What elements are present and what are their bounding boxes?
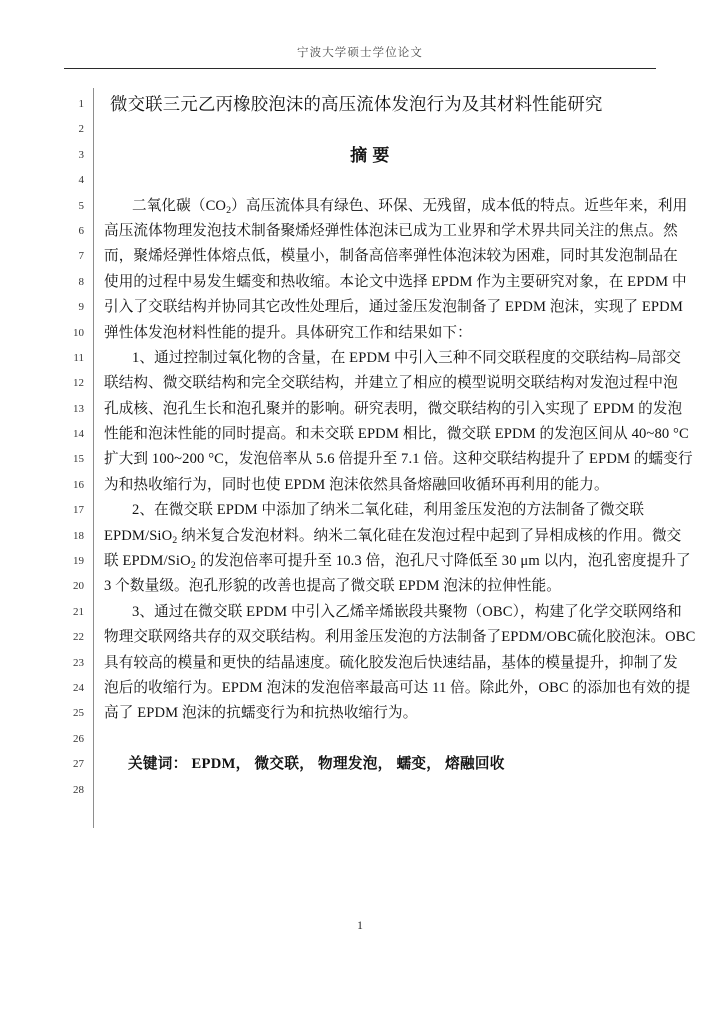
running-header: 宁波大学硕士学位论文 — [297, 47, 423, 59]
body-line: 孔成核、泡孔生长和泡孔聚并的影响。研究表明，微交联结构的引入实现了 EPDM 的发泡 — [104, 400, 683, 417]
body-line: 扩大到 100~200 °C，发泡倍率从 5.6 倍提升至 7.1 倍。这种交联结构提升了 EPDM 的蠕变行 — [104, 451, 693, 468]
line-number: 23 — [73, 656, 84, 669]
line-number: 18 — [73, 529, 84, 542]
body-line: 高了 EPDM 泡沫的抗蠕变行为和抗热收缩行为。 — [104, 705, 418, 722]
section-heading: 摘 要 — [350, 145, 390, 165]
spacer-line — [104, 168, 660, 193]
line-number: 8 — [78, 275, 84, 288]
body-line: 泡后的收缩行为。EPDM 泡沫的发泡倍率最高可达 11 倍。除此外，OBC 的添加也有效的提 — [104, 679, 691, 696]
body-line — [104, 194, 688, 219]
line-number: 28 — [73, 783, 84, 796]
line-number: 11 — [73, 351, 84, 364]
line-number: 19 — [73, 555, 84, 568]
line-number: 21 — [73, 605, 84, 618]
body-line-text: 联 EPDM/SiO$_2$ 的发泡倍率可提升至 10.3 倍，泡孔尺寸降低至 30 μm 以内，泡孔密度提升了 — [104, 553, 691, 571]
body-line: 3、通过在微交联 EPDM 中引入乙烯辛烯嵌段共聚物（OBC），构建了化学交联网络和 — [132, 603, 682, 620]
spacer-line — [104, 727, 660, 752]
line-number: 3 — [78, 148, 84, 161]
line-number: 22 — [73, 631, 84, 644]
body-line: 2、在微交联 EPDM 中添加了纳米二氧化硅，利用釜压发泡的方法制备了微交联 — [132, 502, 645, 519]
line-number: 13 — [73, 402, 84, 415]
line-number: 1 — [78, 98, 84, 110]
body-line: 3 个数量级。泡孔形貌的改善也提高了微交联 EPDM 泡沫的拉伸性能。 — [104, 578, 562, 595]
body-line-text: 二氧化碳$(CO_2)$高压流体具有绿色、环保、无残留，成本低的特点。近些年来，利用 — [132, 197, 688, 216]
line-number: 12 — [73, 377, 84, 390]
keywords-line: 关键词： EPDM， 微交联， 物理发泡， 蠕变， 熔融回收 — [128, 756, 505, 773]
margin-divider — [93, 88, 94, 828]
page-footer: 1 — [357, 920, 363, 932]
body-line: 性能和泡沫性能的同时提高。和未交联 EPDM 相比，微交联 EPDM 的发泡区间从 40~80 °C — [104, 426, 689, 443]
line-number: 20 — [73, 580, 84, 593]
body-line: 引入了交联结构并协同其它改性处理后，通过釜压发泡制备了 EPDM 泡沫，实现了 EPDM — [104, 299, 683, 316]
body-line: 1、通过控制过氧化物的含量，在 EPDM 中引入三种不同交联程度的交联结构–局部交 — [132, 349, 681, 366]
line-number: 10 — [73, 326, 84, 339]
body-line: 为和热收缩行为，同时也使 EPDM 泡沫依然具备熔融回收循环再利用的能力。 — [104, 476, 609, 493]
body-line: 弹性体发泡材料性能的提升。具体研究工作和结果如下： — [104, 324, 472, 341]
line-number: 24 — [73, 681, 84, 694]
line-number: 25 — [73, 707, 84, 720]
line-number: 4 — [78, 174, 84, 187]
line-number: 9 — [78, 301, 84, 314]
body-line — [104, 524, 682, 549]
body-line: 而，聚烯烃弹性体熔点低，模量小，制备高倍率弹性体泡沫较为困难，同时其发泡制品在 — [104, 248, 678, 265]
line-number: 26 — [73, 732, 84, 745]
line-number: 27 — [73, 758, 84, 771]
body-line-text: EPDM/SiO$_2$ 纳米复合发泡材料。纳米二氧化硅在发泡过程中起到了异相成核的作用。微交 — [104, 527, 682, 546]
body-line: 具有较高的模量和更快的结晶速度。硫化胶发泡后快速结晶，基体的模量提升，抑制了发 — [104, 654, 678, 671]
abstract-body — [104, 92, 696, 803]
line-number: 15 — [73, 453, 84, 466]
page-title: 微交联三元乙丙橡胶泡沫的高压流体发泡行为及其材料性能研究 — [110, 94, 603, 114]
spacer-line — [104, 778, 660, 803]
body-line: 物理交联网络共存的双交联结构。利用釜压发泡的方法制备了EPDM/OBC硫化胶泡沫。OBC — [104, 629, 696, 646]
line-number: 17 — [73, 504, 84, 517]
spacer-line — [104, 117, 660, 142]
body-line: 联结构、微交联结构和完全交联结构，并建立了相应的模型说明交联结构对发泡过程中泡 — [104, 375, 678, 392]
line-number: 14 — [73, 428, 84, 441]
body-line: 使用的过程中易发生蠕变和热收缩。本论文中选择 EPDM 作为主要研究对象，在 EPDM 中 — [104, 273, 687, 290]
body-line — [104, 549, 691, 574]
line-number: 2 — [78, 123, 84, 136]
header-divider — [64, 68, 656, 69]
line-number: 7 — [78, 250, 84, 263]
line-number-gutter — [56, 92, 84, 803]
line-number: 5 — [78, 199, 84, 212]
body-line: 高压流体物理发泡技术制备聚烯烃弹性体泡沫已成为工业界和学术界共同关注的焦点。然 — [104, 222, 678, 239]
line-number: 16 — [73, 478, 84, 491]
line-number: 6 — [78, 224, 84, 237]
